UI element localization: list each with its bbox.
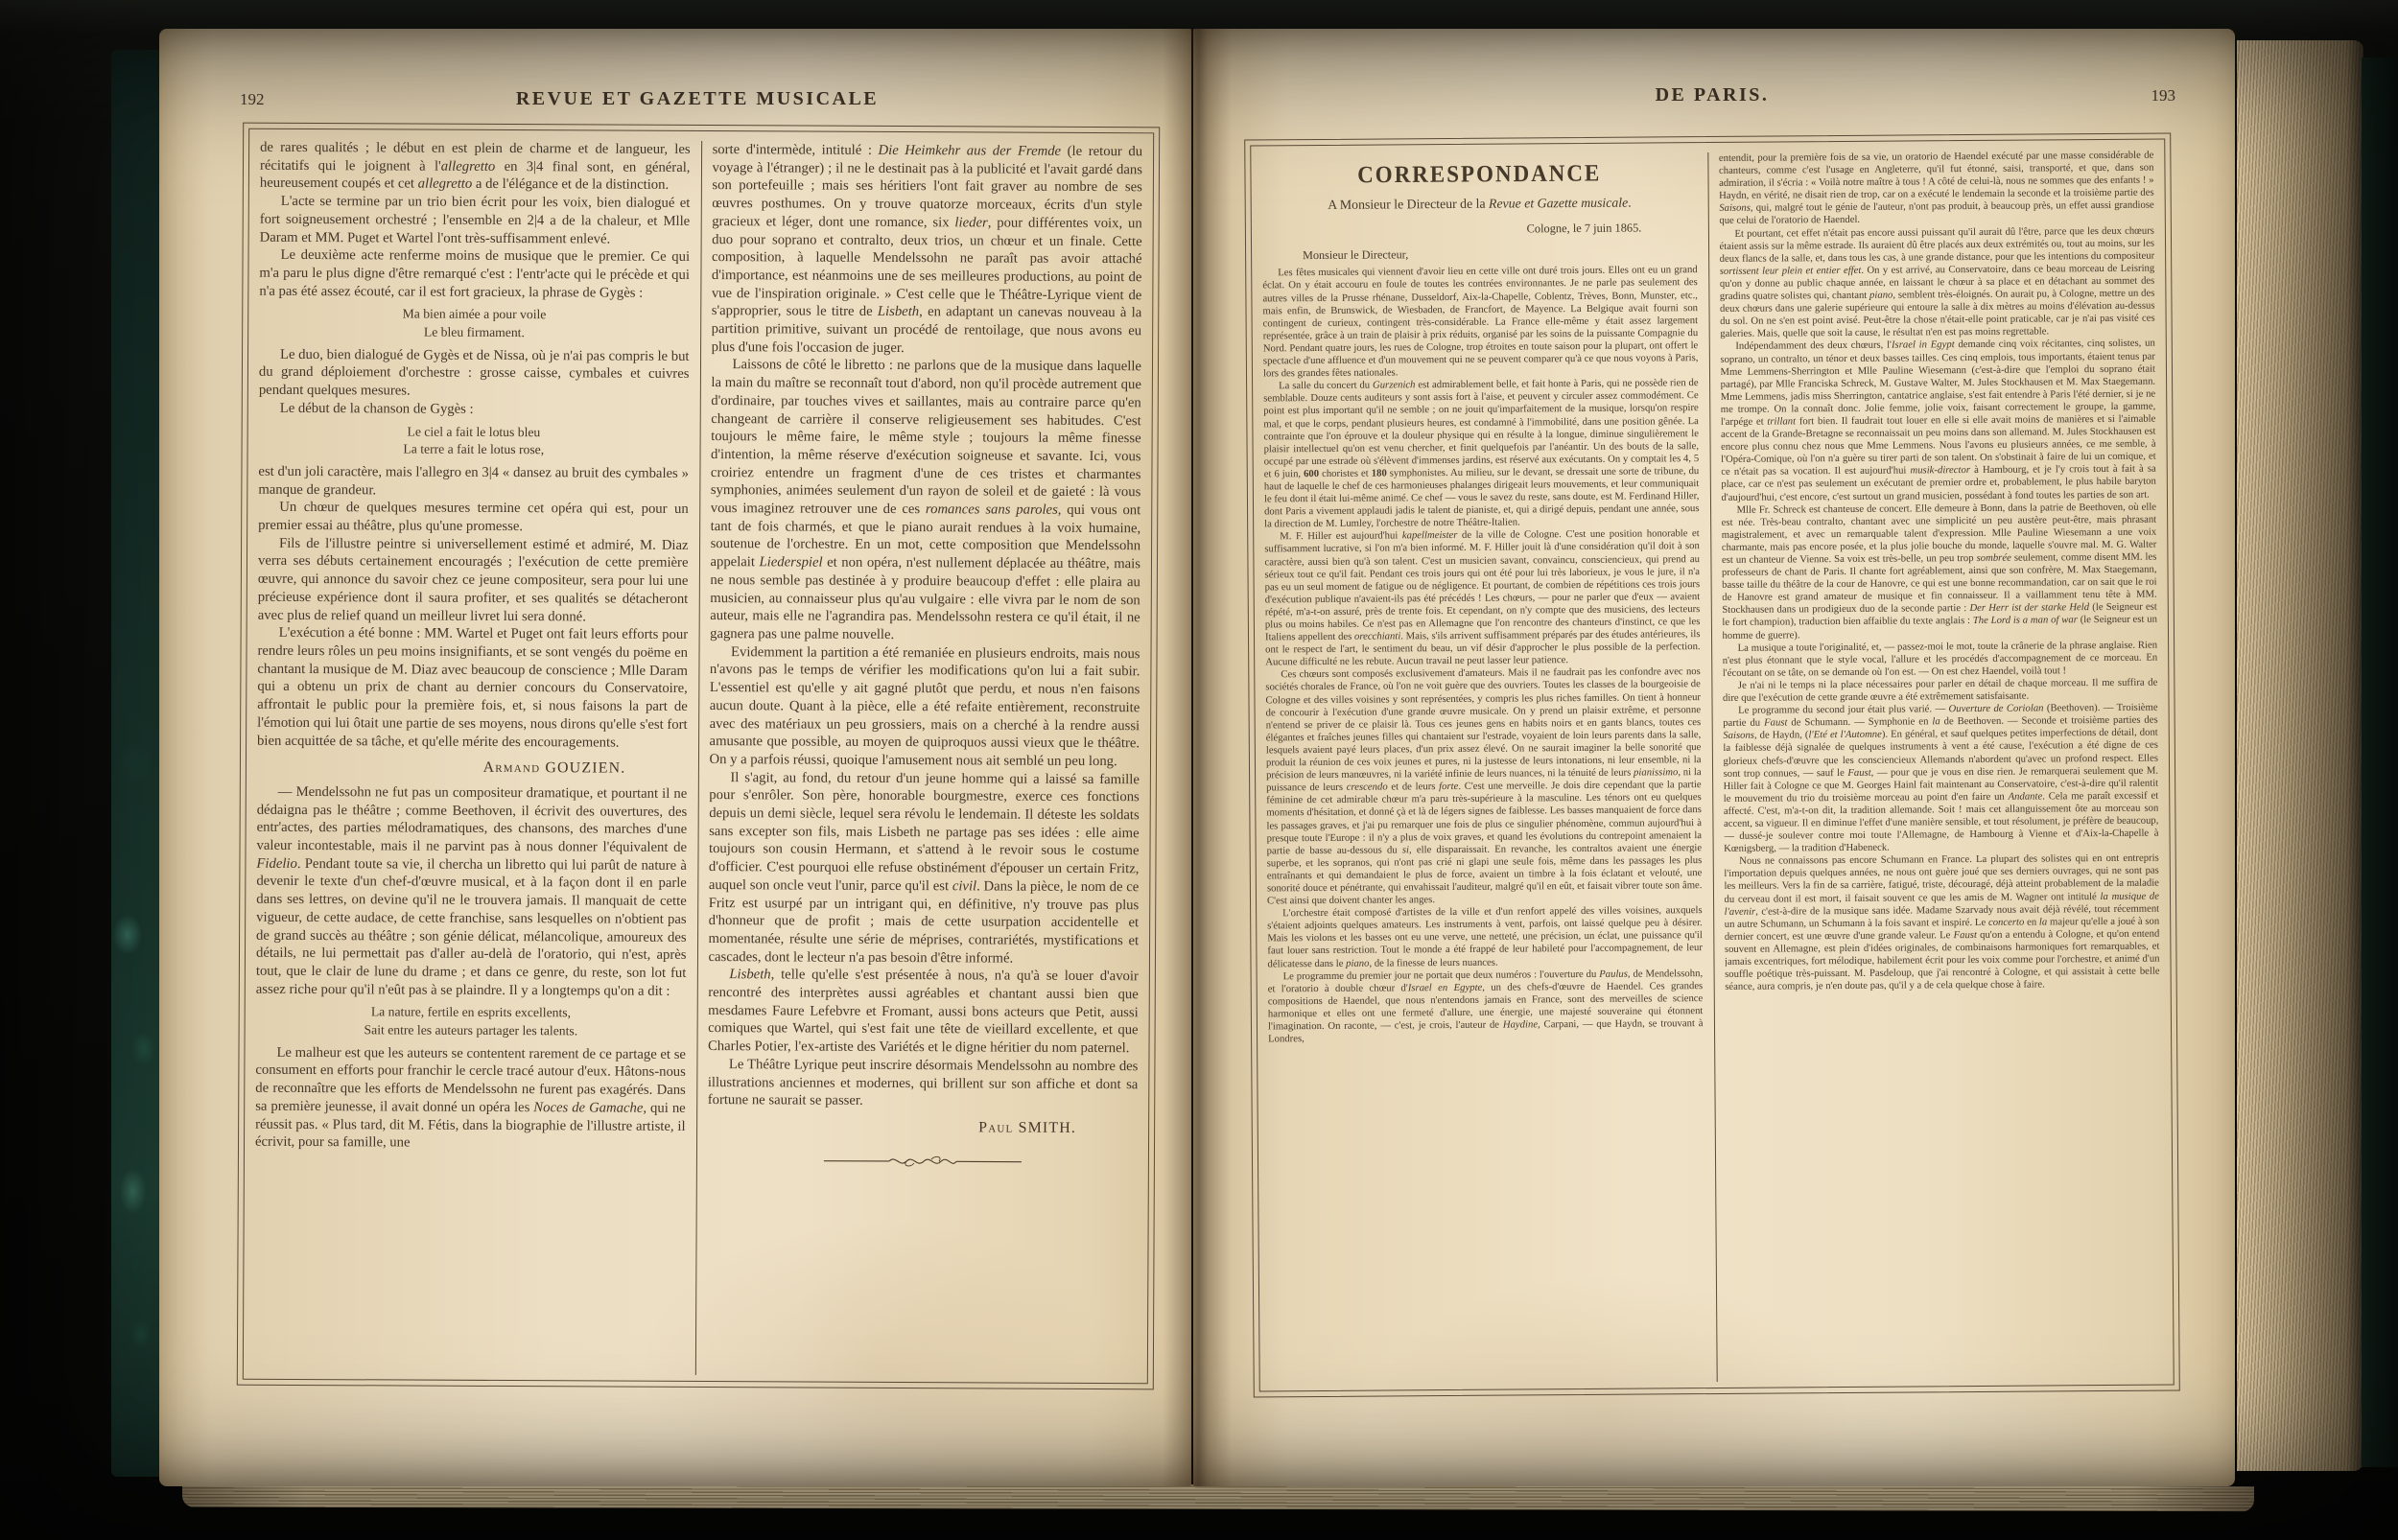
column-rule	[694, 141, 701, 1375]
book-cover-right	[2362, 58, 2398, 1467]
paragraph: Nous ne connaissons pas encore Schumann en France. La plupart des solistes qui en ont entrepris l'importation depuis quelques années, ne nous ont guère joué que ses derniers ouvrages, qui ne sont pas les meilleurs. Vers la fin de sa carrière, fatigué, triste, découragé, déjà atteint probablement de la maladie du cerveau dont il est mort, il faisait souvent ce que les amis de M. Wagner ont intitulé la musique de l'avenir, c'est-à-dire de la musique sans idée. Madame Szarvady nous avait déjà révélé, tout récemment un autre Schumann, un Schumann à la fois savant et inspiré. Le concerto en la majeur qu'elle a joué à son dernier concert, est une œuvre d'une grande valeur. Le Faust qu'on a entendu à Cologne, et qu'on entend souvent en Allemagne, est plein d'idées originales, de combinaisons harmoniques fort remarquables, et jamais excentriques, fort mélodique, habilement écrit pour les voix comme pour l'orchestre, et animé d'un souffle poétique très-puissant. M. Pasdeloup, que j'ai rencontré à Cologne, et qui assistait à cette belle séance, aura compris, je n'en doute pas, qu'il y a de cela quelque chose à faire.	[1724, 852, 2160, 993]
verse-quote: Ma bien aimée a pour voile Le bleu firmament.	[402, 306, 547, 340]
page-192	[159, 29, 1191, 1486]
paragraph: — Mendelssohn ne fut pas un compositeur dramatique, et pourtant il ne dédaigna pas le théâtre ; comme Beethoven, il écrivit des ouvertures, des entr'actes, des parties mélodramatiques, des chansons, des marches d'une valeur incontestable, mais il ne parvint pas à nous donner l'équivalent de Fidelio. Pendant toute sa vie, il chercha un libretto qui lui parût de nature à devenir le texte d'un chef-d'œuvre musical, et à la façon dont il en parle dans ses lettres, on devine qu'il ne le trouvera jamais. Il manquait de cette vigueur, de cette audace, de cette franchise, sans lesquelles on n'obtient pas de grand succès au théâtre ; son génie délicat, mélancolique, amoureux des détails, ne lui permettait pas d'aller au-delà de l'oratorio, qui n'est, après tout, que le clair de lune du drame ; et dans ce genre, du reste, son lot fut assez riche pour qu'il n'eût pas à se plaindre. Il y a longtemps qu'on a dit :	[255, 783, 688, 999]
paragraph: L'orchestre était composé d'artistes de la ville et d'un renfort appelé des villes voisines, auxquels s'étaient adjoints quelques amateurs. Les instruments à vent, parfois, ont laissé quelque peu à désirer. Mais les violons et les basses ont eu une verve, une netteté, une précision, un éclat, une puissance qu'il faut louer sans restriction. Tout le monde a été frappé de leur habileté pour l'accompagnement, de leur délicatesse dans le piano, de la finesse de leurs nuances.	[1267, 904, 1703, 969]
paragraph: Un chœur de quelques mesures termine cet opéra qui est, pour un premier essai au théâtre, plus qu'une promesse.	[258, 500, 689, 535]
bottom-page-edges	[182, 1482, 2254, 1512]
paragraph: M. F. Hiller est aujourd'hui kapellmeister de la ville de Cologne. C'est une position honorable et suffisamment lucrative, si l'on m'a bien informé. M. F. Hiller jouit là d'une considération qu'il doit à son caractère, aussi bien qu'à son talent. C'est un musicien savant, convaincu, consciencieux, qui prend au sérieux tout ce qu'il fait. Pendant ces trois jours qui ont été pour lui très laborieux, je vous le jure, il n'a pas eu un seul moment de fatigue ou de négligence. Et pourtant, de combien de répétitions ces trois jours d'exécution publique n'avaient-ils pas été précédés ! Les chœurs, — pour ne parler que d'eux — avaient répété, m'a-t-on assuré, près de trente fois. Et cependant, on n'y compte que des musiciens, des lecteurs plus ou moins habiles. Ce n'est pas en Allemagne que l'on rencontre des chanteurs d'instinct, ce que les Italiens appellent des orecchianti. Mais, s'ils arrivent suffisamment préparés par des études antérieures, ils ont le respect de l'art, le sentiment du beau, un vif désir d'approcher le plus possible de la perfection. Aucune difficulté ne les rebute. Aucun travail ne peut lasser leur patience.	[1264, 527, 1701, 668]
running-title-left: REVUE ET GAZETTE MUSICALE	[515, 88, 880, 109]
paragraph: Lisbeth, telle qu'elle s'est présentée à nous, n'a qu'à se louer d'avoir rencontré des interprètes aussi agréables et chantant aussi bien que mesdames Faure Lefebvre et Fromant, aussi bons acteurs que Petit, aussi comiques que Wartel, qui s'est fait une tête de vieillard excellente, et que Charles Potier, l'ex-artiste des Variétés et le digne héritier du nom paternel.	[707, 967, 1139, 1057]
paragraph: Le deuxième acte renferme moins de musique que le premier. Ce qui m'a paru le plus digne d'être remarqué c'est : l'entr'acte qui le précède et qui n'a pas été assez écouté, car il est fort gracieux, la phrase de Gygès :	[259, 247, 691, 301]
book-cover-left-marbled	[111, 50, 165, 1477]
verse-quote: Le ciel a fait le lotus bleu La terre a fait le lotus rose,	[403, 424, 545, 457]
author-signature: Armand GOUZIEN.	[482, 759, 626, 777]
letter-dateline: Cologne, le 7 juin 1865.	[1526, 221, 1642, 236]
paragraph: La musique a toute l'originalité, et, — passez-moi le mot, toute la crânerie de la phrase anglaise. Rien n'est plus étonnant que le style vocal, l'allure et les procédés d'accompagnement de ce morceau. En l'écoutant on se tâte, on se demande où l'on est. — On est chez Haendel, voilà tout !	[1722, 639, 2158, 679]
paragraph: est d'un joli caractère, mais l'allegro en 3|4 « dansez au bruit des cymbales » manque de grandeur.	[258, 463, 689, 499]
page-193	[1193, 29, 2235, 1486]
left-page-column-2	[706, 141, 1142, 1377]
paragraph: L'exécution a été bonne : MM. Wartel et Puget ont fait leurs efforts pour rendre leurs rôles un peu moins insignifiants, et se sont vengés du poëme en chantant la musique de M. Diaz avec beaucoup de conscience ; Mlle Daram qui a obtenu un prix de chant au dernier concours du Conservatoire, affrontait le public pour la première fois, et, si nous faisons la part de l'émotion qui lui ôtait une partie de ses moyens, nous dirons qu'elle s'est fort bien acquittée de sa tâche, et qu'elle mérite des encouragements.	[257, 625, 689, 751]
right-page-column-1	[1261, 152, 1705, 1385]
paragraph: Les fêtes musicales qui viennent d'avoir lieu en cette ville ont duré trois jours. Elles ont eu un grand éclat. On y était accouru en foule de toutes les contrées environnantes. Je ne parle pas seulement des autres villes de la Prusse rhénane, Dusseldorf, Aix-la-Chapelle, Coblentz, Trèves, Bonn, Munster, etc., mais enfin, de Brunswick, de Wiesbaden, de Francfort, de Mayence. La Belgique avait fourni son contingent de curieux, contingent très-considérable. La France elle-même y était assez largement représentée, grâce à un train de plaisir à prix réduits, organisé par les soins de la puissante Compagnie du Nord. Pendant quatre jours, les rues de Cologne, trop étroites en toute saison pour la plupart, ont offert le spectacle d'une affluence et d'un mouvement qui ne se peuvent comparer qu'à ce que nous voyons à Paris, lors des grandes fêtes nationales.	[1262, 264, 1699, 380]
column-rule	[1707, 152, 1717, 1382]
paragraph: entendit, pour la première fois de sa vie, un oratorio de Haendel exécuté par une masse considérable de chanteurs, comme c'est l'usage en Angleterre, qu'il fut étonné, saisi, transporté, et que, dans son admiration, il s'écria : « Voilà notre maître à tous ! A côté de celui-là, nous ne sommes que des enfants ! » Haydn, en vérité, ne disait rien de trop, car on a exécuté le lendemain la seconde et la troisième partie des Saisons, qui, malgré tout le génie de l'auteur, n'ont pas produit, à beaucoup près, un effet aussi grandiose que celui de l'oratorio de Haendel.	[1718, 149, 2154, 227]
paragraph: sorte d'intermède, intitulé : Die Heimkehr aus der Fremde (le retour du voyage à l'étranger) ; il ne le destinait pas à la publicité et l'avait gardé dans son portefeuille ; mais ses héritiers l'ont fait graver au nombre de ses œuvres posthumes. On y trouve quatorze morceaux, écrits d'un style gracieux et léger, dont une romance, six lieder, pour différentes voix, un duo pour soprano et contralto, deux trios, un chœur et un finale. Cette composition, à laquelle Mendelssohn ne paraît pas avoir attaché d'importance, est néanmoins une de ses meilleures productions, au point de vue de l'inspiration originale. » C'est celle que le Théâtre-Lyrique vient de s'approprier, sous le titre de Lisbeth, en adaptant un canevas nouveau à la partition primitive, suivant un procédé de rentoilage, que nous avons eu plus d'une fois l'occasion de juger.	[711, 142, 1143, 356]
verse-quote: La nature, fertile en esprits excellents, Sait entre les auteurs partager les talents.	[364, 1004, 578, 1038]
page-edges-right	[2237, 40, 2363, 1471]
right-page-column-2	[1719, 150, 2163, 1382]
paragraph: La salle du concert du Gurzenich est admirablement belle, et fait honte à Paris, qui ne possède rien de semblable. Douze cents auditeurs y sont assis fort à l'aise, et peuvent y circuler assez commodément. Ce point est plus important qu'il ne semble ; on ne jouit qu'imparfaitement de la musique, lorsqu'on respire mal, et que le corps, pendant plusieurs heures, est condamné à l'immobilité, dans une position gênée. La contrainte que l'on éprouve et la douleur physique qui en résulte à la longue, diminue singulièrement le plaisir intellectuel qu'on est venu chercher, et finit quelquefois par l'anéantir. Un des bouts de la salle, occupé par une estrade où s'élèvent d'immenses jardins, est réservé aux exécutants. On y comptait les 4, 5 et 6 juin, 600 choristes et 180 symphonistes. Au milieu, sur le devant, se dressait une sorte de tribune, du haut de laquelle le chef de ces harmonieuses phalanges dirigeait leurs mouvements, et leur communiquait le feu dont il était lui-même animé. Ce chef — vous le savez du reste, sans doute, est M. Ferdinand Hiller, dont Paris a vivement applaudi jadis le talent de pianiste, et, qui a dirigé depuis, pendant une année, sous la direction de M. Lumley, l'orchestre de notre Théâtre-Italien.	[1263, 377, 1700, 530]
page-header-right	[1249, 84, 2175, 106]
paragraph: Laissons de côté le libretto : ne parlons que de la musique dans laquelle la main du maître se reconnaît tout d'abord, non qu'il procède autrement que d'ordinaire, par touches vives et saillantes, mais au contraire parce qu'en changeant de carrière il conserve religieusement ses habitudes. C'est toujours le même faire, le même style ; toujours la même finesse d'intention, la même réserve d'exécution soigneuse et savante. Ici, vous croiriez entendre un fragment d'une de ces tristes et charmantes symphonies, animées seulement d'un rayon de soleil et de gaieté : là vous vous imaginez retrouver une de ces romances sans paroles, qui vous ont tant de fois charmés, et que le piano aurait rendues à la voix humaine, soutenue de l'orchestre. En un mot, cette composition que Mendelssohn appelait Liederspiel et non opéra, n'est nullement déplacée au théâtre, mais ne nous semble pas destinée à y produire beaucoup d'effet : elle plaira au musicien, au connaisseur plus qu'au vulgaire : elle vivra par le nom de son auteur, mais elle ne l'agrandira pas. Mendelssohn restera ce qu'il était, il ne gagnera pas une palme nouvelle.	[710, 357, 1142, 642]
paragraph: Mlle Fr. Schreck est chanteuse de concert. Elle demeure à Bonn, dans la patrie de Beethoven, où elle est née. Très-beau contralto, chantant avec une simplicité un peu austère peut-être, mais phrasant magistralement, et avec un remarquable talent d'expression. Mlle Pauline Wiesemann a une voix charmante, mais pas encore posée, et la plus jolie bouche du monde, laquelle s'ouvre mal. M. G. Walter est un chanteur de Vienne. Sa voix est très-belle, un peu trop sombrée seulement, comme disent MM. les professeurs de chant de Paris. Il chante fort agréablement, ainsi que son confrère, M. Max Staegemann, basse taille du théâtre de la cour de Hanovre, ce qui est une bonne recommandation, car on sait que le roi de Hanovre est grand amateur de musique et fin connaisseur. Il a vaillamment tenu tête à MM. Stockhausen dans un prodigieux duo de la seconde partie : Der Herr ist der starke Held (le Seigneur est le fort champion), traduction bien affaiblie du texte anglais : The Lord is a man of war (le Seigneur est un homme de guerre).	[1721, 501, 2157, 642]
end-flourish-icon	[822, 1152, 1023, 1168]
paragraph: Il s'agit, au fond, du retour d'un jeune homme qui a laissé sa famille pour s'enrôler. Son père, honorable bourgmestre, exerce ces fonctions depuis un demi siècle, lequel sera révolu le lendemain. Il déteste les soldats sans excepter son fils, mais Lisbeth ne partage pas ses idées : elle aime toujours son cousin Hermann, et s'attend à le revoir sous le costume d'officier. C'est pourquoi elle refuse obstinément d'épouser un certain Fritz, auquel son oncle veut l'unir, parce qu'il est civil. Dans la pièce, le nom de ce Fritz est usurpé par un intrigant qui, en définitive, n'y trouve pas plus d'honneur que de profit ; mais de cette usurpation accidentelle et momentanée, résulte une série de méprises, contrariétés, mystifications et cascades, dont le lecteur n'a pas besoin d'être informé.	[708, 769, 1140, 967]
paragraph: Le programme du second jour était plus varié. — Ouverture de Coriolan (Beethoven). — Troisième partie du Faust de Schumann. — Symphonie en la de Beethoven. — Seconde et troisième parties des Saisons, de Haydn, (l'Eté et l'Automne). En général, et sauf quelques petites imperfections de détail, dont la faiblesse déjà signalée de quelques instruments à vent a été cause, l'exécution a été digne de ces glorieux chefs-d'œuvre que les consciencieux Allemands n'abordent qu'avec un profond respect. Elles sont trop connues, — sauf le Faust, — pour que je vous en dise rien. Je remarquerai seulement que M. Hiller fait à Cologne ce que M. Georges Hainl fait maintenant au Conservatoire, c'est-à-dire qu'il ralentit le mouvement du trio du troisième morceau au point d'en faire un Andante. Cela me paraît excessif et affecté. C'est, m'a-t-on dit, la tradition allemande. Soit ! mais cet allanguissement ôte au morceau son accent, sa vigueur. Il en diminue l'effet d'une manière sensible, et tout résolument, je préfère de beaucoup, — dussé-je soulever contre moi toute l'Allemagne, de Hambourg à Vienne et d'Aix-la-Chapelle à Kœnigsberg, — la tradition d'Habeneck.	[1723, 701, 2159, 855]
paragraph: Indépendamment des deux chœurs, l'Israel in Egypt demande cinq voix récitantes, cinq solistes, un soprano, un contralto, un ténor et deux basses tailles. Ces cinq emplois, tous importants, étaient tenus par Mme Lemmens-Sherrington et Mlle Pauline Wiesemann (c'est-à-dire que l'emploi du soprano était partagé), par Mlle Franciska Schreck, M. Gustave Walter, M. Jules Stockhausen et M. Max Staegemann. Mme Lemmens, jadis miss Sherrington, cantatrice anglaise, s'est fait entendre à Paris l'été dernier, si je ne me trompe. On la connaît donc. Jolie femme, jolie voix, faisant correctement le groupe, la gamme, l'arpége et trillant fort bien. Il faudrait tout louer en elle si elle avait moins de manières et si l'aimable accent de la Grande-Bretagne se reconnaissait un peu moins dans son allemand. M. Jules Stockhausen est encore plus connu chez nous que Mme Lemmens. Nous l'avons eu plusieurs années, ce me semble, à l'Opéra-Comique, où l'on n'a guère su tirer parti de son talent. On s'obstinait à faire de lui un comique, et ce n'était pas sa vocation. Il est aujourd'hui musik-director à Hambourg, et je l'y crois tout à fait à sa place, car ce n'est pas seulement un exécutant de premier ordre et, probablement, le plus habile baryton d'aujourd'hui, c'est encore, c'est surtout un grand musicien, possédant à fond toutes les parties de son art.	[1720, 338, 2156, 503]
page-number-192: 192	[240, 90, 265, 108]
paragraph: Je n'ai ni le temps ni la place nécessaires pour parler en détail de chaque morceau. Il me suffira de dire que l'exécution de cette grande œuvre a été extrêmement satisfaisante.	[1722, 676, 2158, 704]
page-header-left	[240, 88, 1155, 110]
letter-salutation: Monsieur le Directeur,	[1303, 247, 1409, 263]
paragraph: Fils de l'illustre peintre si universellement estimé et admiré, M. Diaz verra ses débuts certainement encouragés ; l'exécution de cette première œuvre, qui annonce du savoir chez ce jeune compositeur, sera pour lui une précieuse expérience dont il saura profiter, et ses qualités se détacheront avec plus de relief quand un meilleur livret lui sera donné.	[257, 535, 689, 625]
paragraph: Evidemment la partition a été remaniée en plusieurs endroits, mais nous n'avons pas le temps de vérifier les modifications qu'on lui a fait subir. L'essentiel est qu'elle y ait gagné plutôt que perdu, et nous n'en faisons aucun doute. Quant à la pièce, elle a été refaite entièrement, reconstruite avec des matériaux un peu grossiers, mais on a cherché à la rendre aussi amusante que possible, au moyen de quiproquos aussi vieux que le théâtre. On y a parfois réussi, quoique l'amusement nous ait semblé un peu long.	[709, 643, 1140, 770]
paragraph: L'acte se termine par un trio bien écrit pour les voix, bien dialogué et fort soigneusement orchestré ; l'ensemble en 2|4 a de la chaleur, et Mlle Daram et MM. Puget et Wartel l'ont très-suffisamment enlevé.	[259, 193, 691, 247]
paragraph: Le duo, bien dialogué de Gygès et de Nissa, où je n'ai pas compris le but du grand déploiement d'orchestre : grosse caisse, cymbales et cuivres pendant quelques mesures.	[258, 346, 690, 399]
text-frame-left	[237, 123, 1160, 1390]
paragraph: Le début de la chanson de Gygès :	[279, 400, 474, 417]
left-page-column-1	[254, 139, 691, 1375]
running-title-right: DE PARIS.	[1655, 84, 1770, 105]
paragraph: Le programme du premier jour ne portait que deux numéros : l'ouverture du Paulus, de Mendelssohn, et l'oratorio à double chœur d'Israel en Egypte, un des chefs-d'œuvre de Haendel. Ces grandes compositions de Haendel, que nous n'entendons jamais en France, sont des merveilles de science harmonique et elles ont une fermeté d'allure, une énergie, une majesté souveraine qui étonnent l'imagination. On raconte, — c'est, je crois, l'auteur de Haydine, Carpani, — que Haydn, se trouvant à Londres,	[1267, 967, 1704, 1045]
paragraph: Et pourtant, cet effet n'était pas encore aussi puissant qu'il aurait dû l'être, parce que les deux chœurs étaient assis sur la même estrade. Ils auraient dû être placés aux deux extrémités ou, tout au moins, sur les deux flancs de la salle, et, dans tous les cas, à une grande distance, pour que les intentions du compositeur sortissent leur plein et entier effet. On y est arrivé, au Conservatoire, dans ce beau morceau de Leisring qu'on y donne au public chaque année, en laissant le chœur à sa place et en détachant au sommet des gradins quatre solistes qui, chantant piano, semblent très-éloignés. On aurait pu, à Cologne, mettre un des deux chœurs dans une galerie supérieure qui entoure la salle à dix mètres au moins d'élévation au-dessus du sol. On ne s'en est point avisé. Peut-être la chose n'était-elle point praticable, car je n'ai pas visité ces galeries. Mais, quelle que soit la cause, le résultat n'en est pas moins regrettable.	[1719, 224, 2155, 340]
letter-addressee: A Monsieur le Directeur de la Revue et Gazette musicale.	[1328, 195, 1632, 213]
paragraph: Le Théâtre Lyrique peut inscrire désormais Mendelssohn au nombre des illustrations anciennes et modernes, qui brillent sur son affiche et dont sa fortune ne saurait se passer.	[707, 1057, 1139, 1109]
paragraph: Ces chœurs sont composés exclusivement d'amateurs. Mais il ne faudrait pas les confondre avec nos sociétés chorales de France, où l'on ne voit guère que des ouvriers. Toutes les classes de la bourgeoisie de Cologne et des villes voisines y sont représentées, y compris les plus riches familles. On tient à honneur de concourir à l'exécution d'une grande œuvre musicale. On y prend un plaisir extrême, et personne n'entend se priver de ce plaisir là. Tous ces jeunes gens en habits noirs et en gants blancs, toutes ces élégantes et fraîches jeunes filles qui chantaient sur l'estrade, voyaient de loin leurs parents dans la salle, lesquels avaient payé leurs places, d'un prix assez élevé. On ne saurait imaginer la belle sonorité que produit la réunion de ces voix jeunes et pures, ni la justesse de leurs intonations, ni leur ensemble, ni la précision de leurs manœuvres, ni la variété infinie de leurs nuances, ni la ténuité de leurs pianissimo, ni la puissance de leurs crescendo et de leurs forte. C'est une merveille. Je dois dire cependant que la partie féminine de cet admirable chœur m'a paru très-supérieure à la masculine. Les ténors ont eu quelques moments d'hésitation, et donné çà et là de légers signes de faiblesse. Les basses manquaient de force dans les passages graves, et j'ai pu remarquer une fois de plus ce singulier phénomène, commun aujourd'hui à presque toute l'Europe : il n'y a plus de voix graves, et quand les évolutions du contrepoint amenaient la partie de basse au-dessous du si, elle disparaissait. En revanche, les contraltos avaient une énergie superbe, et les sopranos, qui n'ont pas crié ni glapi une seule fois, même dans les passages les plus entraînants et qui demandaient le plus de force, avaient un timbre à la fois éclatant et velouté, une sonorité douce et pénétrante, qui envahissait l'auditeur, malgré qu'il en eût, et faisait vibrer toute son âme. C'est ainsi que doivent chanter les anges.	[1265, 665, 1703, 907]
page-number-193: 193	[2151, 86, 2175, 105]
text-frame-right	[1244, 132, 2180, 1397]
paragraph: Le malheur est que les auteurs se contentent rarement de ce partage et se consument en efforts pour franchir le cercle tracé autour d'eux. Hâtons-nous de reconnaître que les efforts de Mendelssohn ne furent pas exagérés. Dans sa première jeunesse, il avait donné un opéra les Noces de Gamache, qui ne réussit pas. « Plus tard, dit M. Fétis, dans la biographie de l'illustre artiste, il écrivit, pour sa famille, une	[254, 1044, 687, 1151]
section-heading: CORRESPONDANCE	[1357, 159, 1602, 188]
author-signature: Paul SMITH.	[978, 1119, 1077, 1136]
end-flourish	[707, 1152, 1138, 1169]
paragraph: de rares qualités ; le début en est plein de charme et de langueur, les récitatifs qui le joignent à l'allegretto en 3|4 final sont, en général, heureusement coupés et cet allegretto a de l'élégance et de la distinction.	[259, 139, 691, 194]
